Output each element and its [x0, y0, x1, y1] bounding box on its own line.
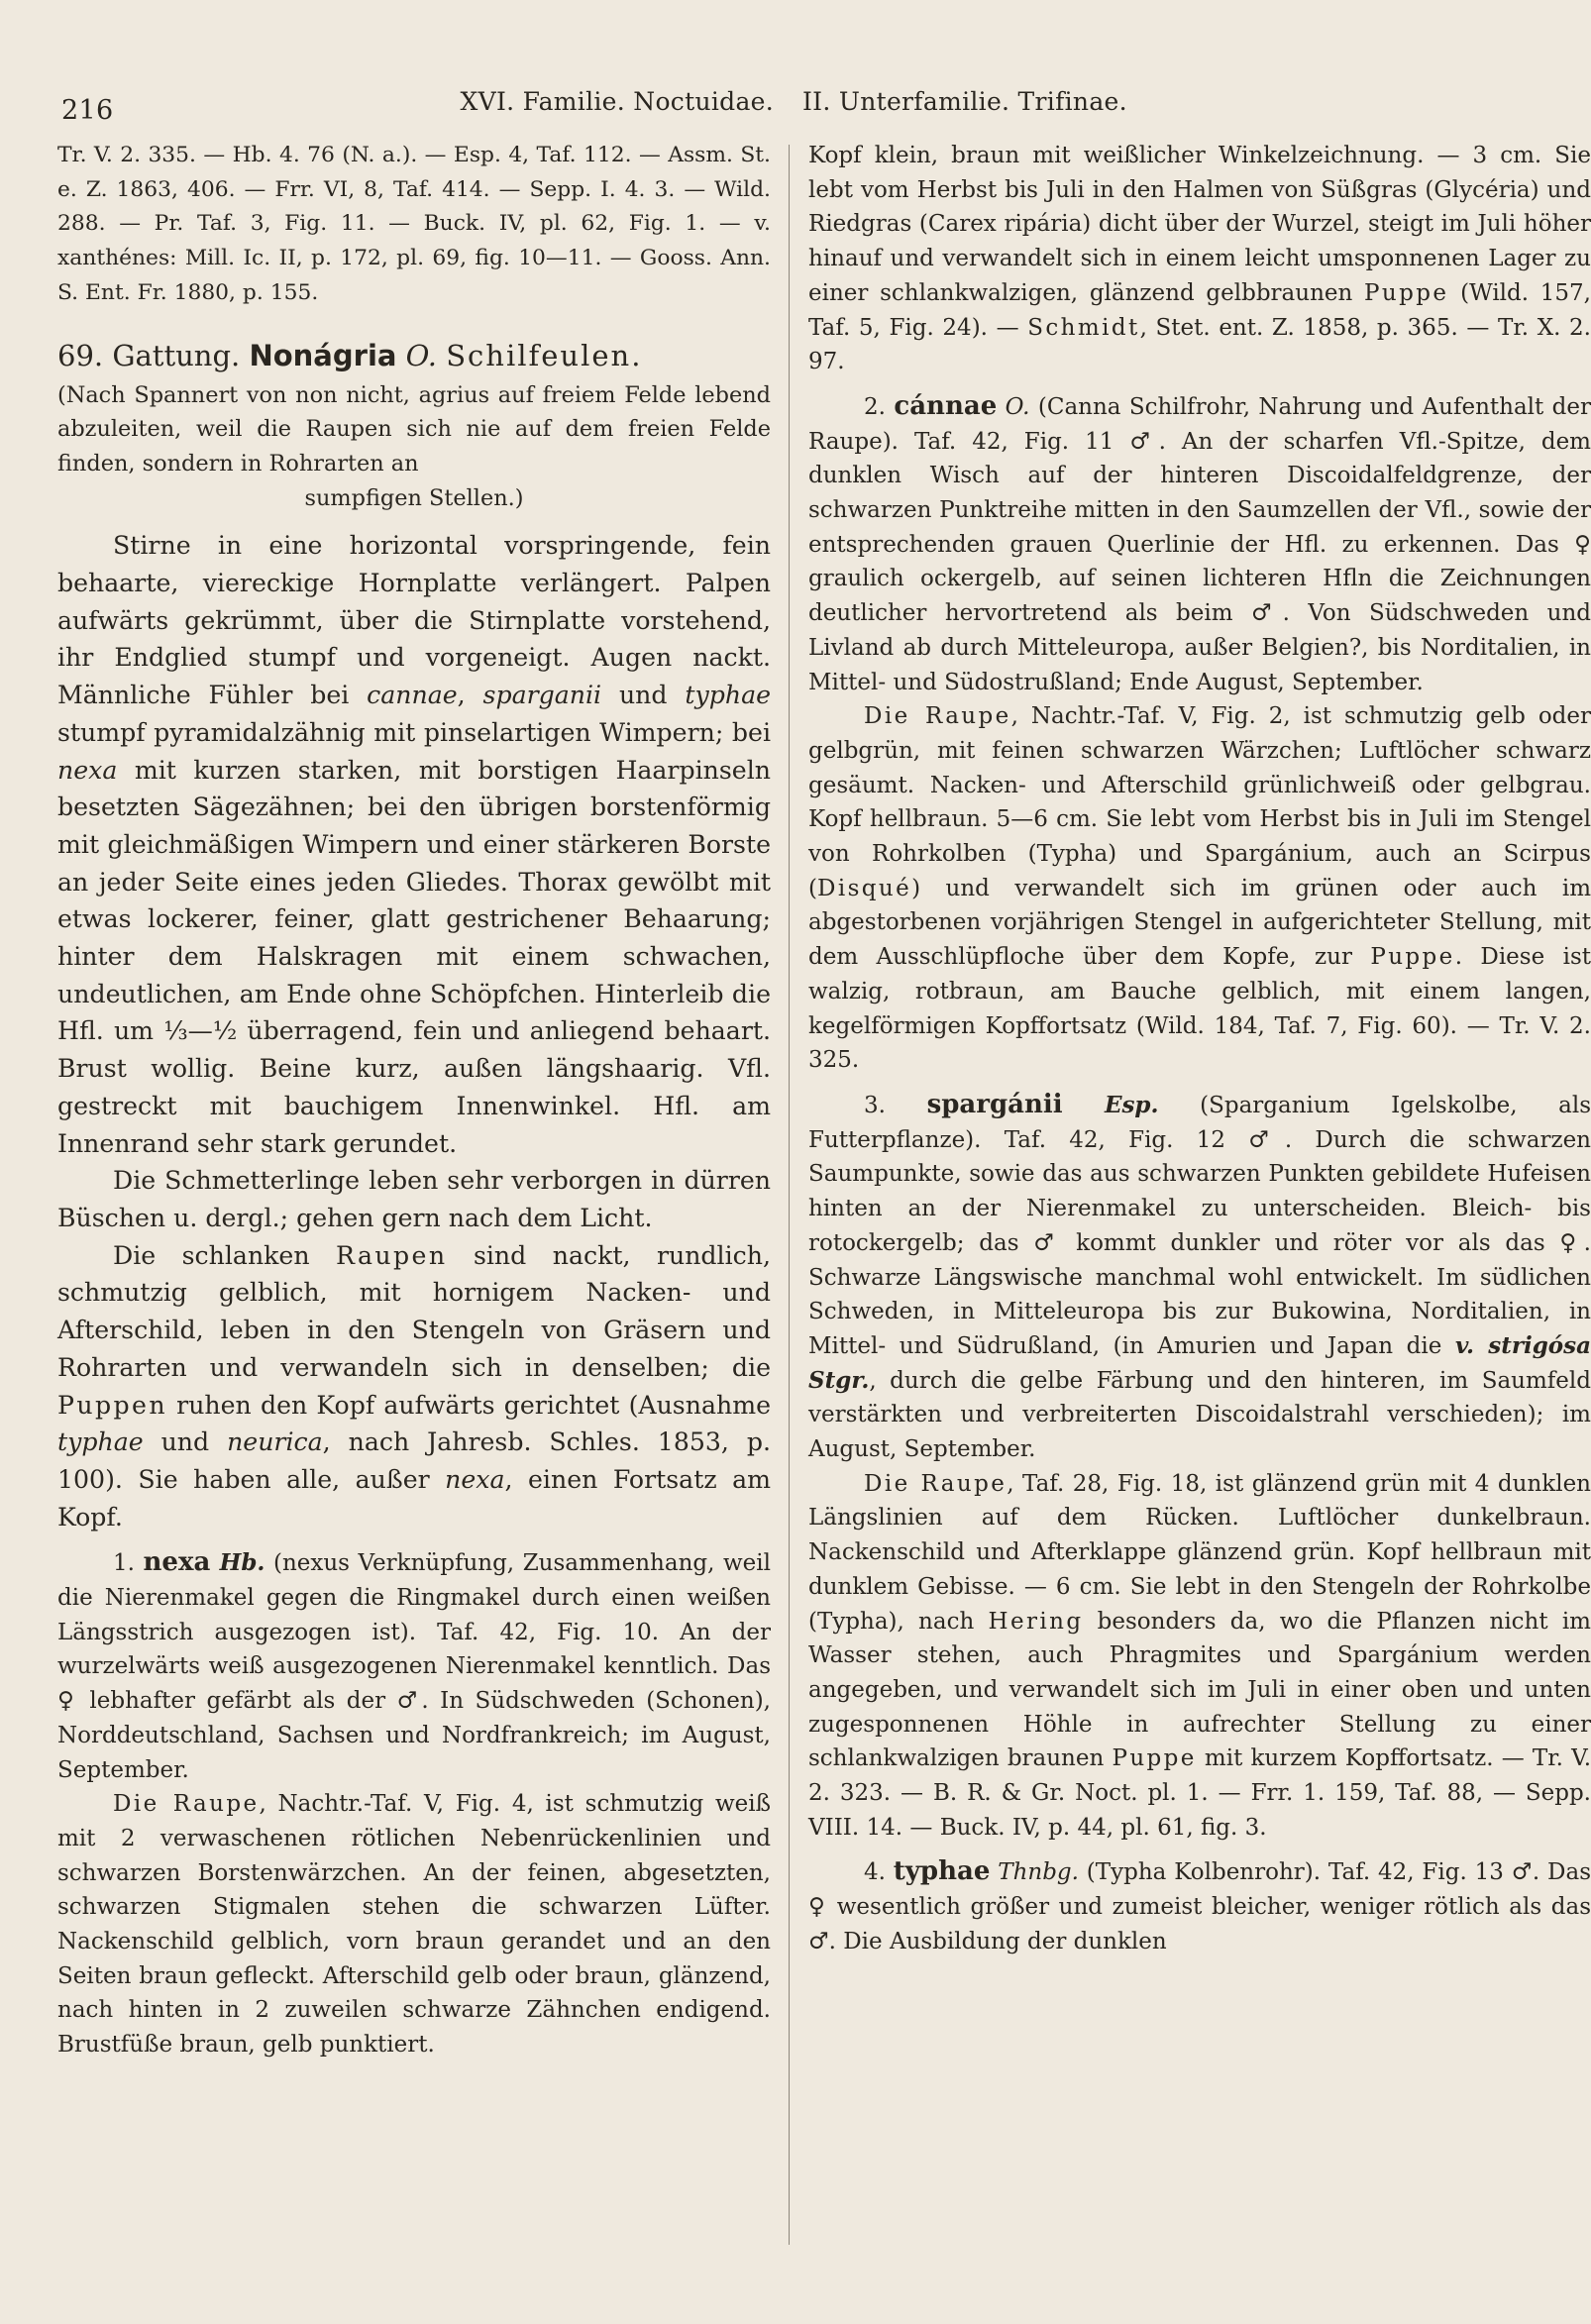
column-divider — [789, 145, 790, 2245]
etymology: (Nach Spannert von non nicht, agrius auf freiem Felde lebend abzuleiten, weil die Raupen sich nie auf dem freien Felde finden, sondern in Rohrarten an — [57, 381, 771, 476]
larvae-paragraph: Die schlanken Raupen sind nackt, rundlich, schmutzig gelblich, mit hornigem Nacken- und Afterschild, leben in den Stengeln von Gräsern und Rohrarten und verwandeln sich in denselben; die Puppen ruhen den Kopf aufwärts gerichtet (Ausnahme typhae und neurica, nach Jahresb. Schles. 1853, p. 100). Sie haben alle, außer nexa, einen Fortsatz am Kopf. — [57, 1240, 772, 1532]
genus-name: Nonágria — [249, 338, 397, 372]
species-name-typhae: typhae — [893, 1856, 991, 1887]
genus-description: Stirne in eine horizontal vorspringende, fein behaarte, viereckige Hornplatte verlängert. Palpen aufwärts gekrümmt, über die Stirnplatte vorstehend, ihr Endglied stumpf und vorgeneigt. Augen nackt. Männliche Fühler bei cannae, sparganii und typhae stumpf pyramidalzähnig mit pinselartigen Wimpern; bei nexa mit kurzen starken, mit borstigen Haarpinseln besetzten Sägezähnen; bei den übrigen borstenförmig mit gleichmäßigen Wimpern und einer stärkeren Borste an jeder Seite eines jeden Gliedes. Thorax gewölbt mit etwas lockerer, feiner, glatt gestrichener Behaarung; hinter dem Halskragen mit einem schwachen, undeutlichen, am Ende ohne Schöpfchen. Hinterleib die Hfl. um ⅓—½ überragend, fein und anliegend behaart. Brust wollig. Beine kurz, außen längshaarig. Vfl. gestreckt mit bauchigem Innenwinkel. Hfl. am Innenrand sehr stark gerundet. — [57, 531, 771, 1158]
species-cannae-larva: Die Raupe, Nachtr.-Taf. V, Fig. 2, ist schmutzig gelb oder gelbgrün, mit feinen schwarzen Wärzchen; Luftlöcher schwarz gesäumt. Nacken- und Afterschild grünlichweiß oder gelbgrau. Kopf hellbraun. 5—6 cm. Sie lebt vom Herbst bis in Juli im Stengel von Rohrkolben (Typha) und Spargánium, auch an Scirpus (Disqué) und verwandelt sich im grünen oder auch im abgestorbenen vorjährigen Stengel in aufgerichteter Stellung, mit dem Ausschlüpfloche über dem Kopfe, zur Puppe. Diese ist walzig, rotbraun, am Bauche gelblich, mit einem langen, kegelförmigen Kopffortsatz (Wild. 184, Taf. 7, Fig. 60). — Tr. V. 2. 325. — [808, 703, 1591, 1074]
species-sparganii-larva: Die Raupe, Taf. 28, Fig. 18, ist glänzend grün mit 4 dunklen Längslinien auf dem Rücken. Luftlöcher dunkelbraun. Nackenschild und Afterklappe glänzend grün. Kopf hellbraun mit dunklem Gebisse. — 6 cm. Sie lebt in den Stengeln der Rohrkolbe (Typha), nach Hering besonders da, wo die Pflanzen nicht im Wasser stehen, auch Phragmites und Spargánium werden angegeben, und verwandelt sich im Juli in einer oben und unten zugesponnenen Höhle in aufrechter Stellung zu einer schlankwalzigen braunen Puppe mit kurzem Kopffortsatz. — Tr. V. 2. 323. — B. R. & Gr. Noct. pl. 1. — Frr. 1. 159, Taf. 88, — Sepp. VIII. 14. — Buck. IV, p. 44, pl. 61, fig. 3. — [808, 1470, 1591, 1841]
literature-references: Tr. V. 2. 335. — Hb. 4. 76 (N. a.). — Esp. 4, Taf. 112. — Assm. St. e. Z. 1863, 406. — Frr. VI, 8, Taf. 414. — Sepp. I. 4. 3. — Wild. 288. — Pr. Taf. 3, Fig. 11. — Buck. IV, pl. 62, Fig. 1. — v. xanthénes: Mill. Ic. II, p. 172, pl. 69, fig. 10—11. — Gooss. Ann. S. Ent. Fr. 1880, p. 155. — [57, 143, 771, 305]
species-typhae: 4. typhae Thnbg. (Typha Kolbenrohr). Taf. 42, Fig. 13 ♂. Das ♀ wesentlich größer und zumeist bleicher, weniger rötlich als das ♂. Die Ausbildung der dunklen — [808, 1856, 1591, 1954]
header-subfamily: II. Unterfamilie. Trifinae. — [802, 87, 1127, 116]
species-nexa-larva-continued: Kopf klein, braun mit weißlicher Winkelzeichnung. — 3 cm. Sie lebt vom Herbst bis Juli in den Halmen von Süßgras (Glycéria) und Riedgras (Carex ripária) dicht über der Wurzel, steigt im Juli höher hinauf und verwandelt sich in einem leicht umsponnenen Lager zu einer schlankwalzigen, glänzend gelbbraunen Puppe (Wild. 157, Taf. 5, Fig. 24). — Schmidt, Stet. ent. Z. 1858, p. 365. — Tr. X. 2. 97. — [808, 143, 1591, 375]
species-nexa: 1. nexa Hb. (nexus Verknüpfung, Zusammenhang, weil die Nierenmakel gegen die Ringmakel durch einen weißen Längsstrich ausgezogen ist). Taf. 42, Fig. 10. An der wurzelwärts weiß ausgezogenen Nierenmakel kenntlich. Das ♀ lebhafter gefärbt als der ♂. In Südschweden (Schonen), Norddeutschland, Sachsen und Nordfrankreich; im August, September. — [57, 1547, 772, 1783]
habits-paragraph: Die Schmetterlinge leben sehr verborgen in dürren Büschen u. dergl.; gehen gern nach dem Licht. — [57, 1166, 771, 1232]
species-sparganii: 3. spargánii Esp. (Sparganium Igelskolbe, als Futterpflanze). Taf. 42, Fig. 12 ♂. Durch die schwarzen Saumpunkte, sowie das aus schwarzen Punkten gebildete Hufeisen hinten an der Nierenmakel zu unterscheiden. Bleich- bis rotockergelb; das ♂ kommt dunkler und röter vor als das ♀. Schwarze Längswische manchmal wohl entwickelt. Im südlichen Schweden, in Mitteleuropa bis zur Bukowina, Norditalien, in Mittel- und Südrußland, (in Amurien und Japan die v. strigósa Stgr., durch die gelbe Färbung und den hinteren, im Saumfeld verstärkten und verbreiterten Discoidalstrahl verschieden); im August, September. — [808, 1089, 1591, 1463]
right-column — [808, 139, 1591, 1959]
species-name-nexa: nexa — [143, 1547, 211, 1578]
genus-heading — [57, 337, 771, 374]
etymology-end: sumpfigen Stellen.) — [304, 484, 524, 511]
page-number: 216 — [61, 95, 114, 126]
genus-number: 69. Gattung. — [57, 338, 241, 372]
species-name-cannae: cánnae — [894, 390, 998, 421]
species-cannae: 2. cánnae O. (Canna Schilfrohr, Nahrung und Aufenthalt der Raupe). Taf. 42, Fig. 11 ♂. An der scharfen Vfl.-Spitze, dem dunklen Wisch auf der hinteren Discoidalfeldgrenze, der schwarzen Punktreihe mitten in den Saumzellen der Vfl., sowie der entsprechenden grauen Querlinie der Hfl. zu erkennen. Das ♀ graulich ockergelb, auf seinen lichteren Hfln die Zeichnungen deutlicher hervortretend als beim ♂. Von Südschweden und Livland ab durch Mitteleuropa, außer Belgien?, bis Norditalien, in Mittel- und Südostrußland; Ende August, September. — [808, 390, 1591, 695]
species-name-sparganii: spargánii — [926, 1089, 1063, 1119]
genus-common-name: Schilfeulen. — [446, 338, 643, 372]
left-column — [57, 139, 771, 2062]
running-header — [57, 87, 1543, 133]
genus-author: O. — [405, 338, 437, 372]
header-family: XVI. Familie. Noctuidae. — [460, 87, 774, 116]
species-nexa-larva: Die Raupe, Nachtr.-Taf. V, Fig. 4, ist schmutzig weiß mit 2 verwaschenen rötlichen Nebenrückenlinien und schwarzen Borstenwärzchen. An der feinen, abgesetzten, schwarzen Stigmalen stehen die schwarzen Lüfter. Nackenschild gelblich, vorn braun gerandet und an den Seiten braun gefleckt. Afterschild gelb oder braun, glänzend, nach hinten in 2 zuweilen schwarze Zähnchen endigend. Brustfüße braun, gelb punktiert. — [57, 1791, 771, 2059]
